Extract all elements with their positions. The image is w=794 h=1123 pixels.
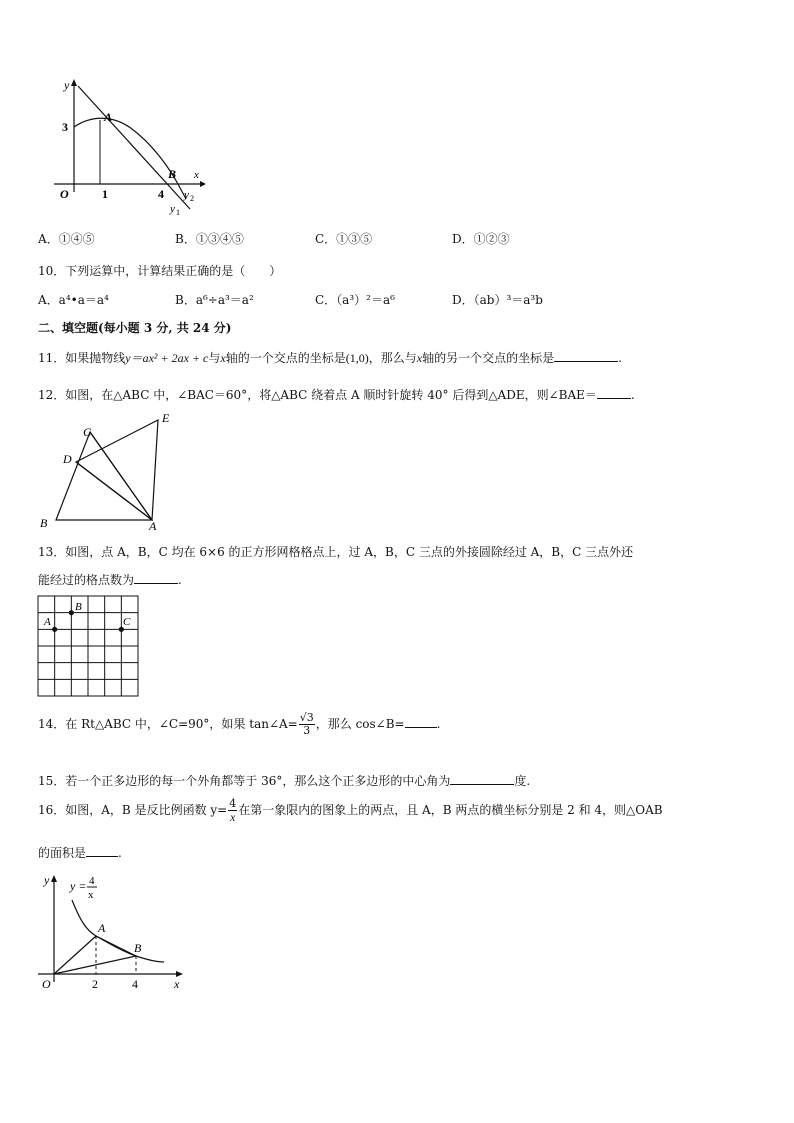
q10-stem: 10．下列运算中，计算结果正确的是（ ）: [38, 264, 282, 278]
q16-end: .: [118, 846, 122, 860]
q12-segment-ad: [76, 462, 152, 520]
q9-option-b: B．①③④⑤: [175, 232, 244, 246]
q11-formula: y＝ax² + 2ax + c: [125, 351, 209, 365]
q16-hyperbola-figure: [34, 870, 190, 1000]
q16-denominator: x: [230, 810, 236, 824]
q13-grid-figure: [36, 594, 140, 698]
section-heading: 二、填空题(每小题 3 分, 共 24 分): [38, 321, 232, 335]
q16-func-label: y =: [70, 879, 87, 893]
q10-option-a: A．a⁴•a＝a⁴: [38, 293, 109, 307]
q12-triangle-abc: [56, 432, 152, 520]
q12-question: [38, 386, 635, 403]
q9-tick-1: 1: [102, 187, 108, 201]
q16-func-den: x: [88, 889, 94, 901]
q16-hyperbola: [72, 900, 164, 962]
q12-label-A: A: [149, 519, 157, 533]
q16-question: [38, 798, 663, 823]
q9-label-B: B: [168, 167, 177, 181]
q16-segment-ob: [54, 956, 136, 974]
q11-answer-blank[interactable]: [554, 349, 618, 362]
q13-line1: 13．如图，点 A，B，C 均在 6×6 的正方形网格格点上，过 A，B，C 三点的外接圆除经过 A，B，C 三点外还: [38, 545, 634, 559]
q11-end: .: [618, 351, 622, 365]
q11-post: ，那么与: [368, 351, 417, 365]
q12-text: 12．如图，在△ABC 中，∠BAC＝60°，将△ABC 绕着点 A 顺时针旋转 40° 后得到△ADE，则∠BAE＝: [38, 388, 597, 402]
q13-end: .: [178, 573, 182, 587]
q16-segment-ab: [96, 936, 136, 956]
q9-label-A: A: [104, 110, 113, 124]
q9-tick-3: 3: [62, 120, 68, 134]
q9-label-y2: y: [184, 189, 189, 201]
q10-option-d: D．（ab）³＝a³b: [452, 293, 543, 307]
q9-label-y1-sub: 1: [176, 208, 180, 217]
q16-segment-oa: [54, 936, 96, 974]
q9-option-a: A．①④⑤: [38, 232, 95, 246]
q11-mid: 与: [208, 351, 221, 365]
q9-line-y1: [78, 86, 190, 209]
q9-option-d: D．①②③: [452, 232, 510, 246]
q14-question: [38, 712, 440, 737]
q16-tick-2: 2: [92, 977, 98, 991]
q16-line2: [38, 844, 122, 861]
q16-fraction: [228, 798, 237, 823]
q14-numerator: √3: [299, 711, 314, 724]
q13-point-A: [52, 627, 57, 632]
q16-label-x: x: [174, 977, 180, 991]
q9-label-y1: y: [170, 203, 175, 215]
q15-answer-blank[interactable]: [450, 772, 514, 785]
q11-pre: 11．如果抛物线: [38, 351, 126, 365]
q9-label-x: x: [194, 169, 199, 181]
q14-denominator: 3: [303, 724, 311, 737]
q16-answer-blank[interactable]: [86, 844, 118, 857]
q12-rotation-figure: [36, 408, 186, 534]
q15-end: 度.: [514, 774, 531, 788]
q13-grid-lines: [38, 596, 138, 696]
q9-x-arrow: [200, 181, 206, 187]
q16-label-B: B: [134, 941, 142, 955]
q9-tick-4: 4: [158, 187, 164, 201]
q9-option-c: C．①③⑤: [315, 232, 373, 246]
q9-y-arrow: [71, 79, 77, 86]
q13-line2-text: 能经过的格点数为: [38, 573, 135, 587]
q12-end: .: [630, 388, 635, 402]
q14-answer-blank[interactable]: [405, 715, 437, 728]
q11-post2: 轴的另一个交点的坐标是: [422, 351, 555, 365]
q12-label-D: D: [63, 452, 72, 466]
q15-text: 15．若一个正多边形的每一个外角都等于 36°，那么这个正多边形的中心角为: [38, 774, 451, 788]
q12-answer-blank[interactable]: [597, 386, 631, 399]
q16-tick-4: 4: [132, 977, 138, 991]
q10-option-b: B．a⁶÷a³＝a²: [175, 293, 254, 307]
q13-point-B: [69, 610, 74, 615]
q16-numerator: 4: [229, 797, 237, 810]
q14-post: ，那么 cos∠B=: [315, 717, 405, 731]
q12-label-C: C: [83, 425, 92, 439]
q16-pre: 16．如图，A，B 是反比例函数 y=: [38, 803, 228, 817]
q11-xvar2: x: [416, 351, 423, 365]
q14-fraction: [299, 712, 315, 737]
q9-label-O: O: [60, 187, 69, 201]
q13-line2: [38, 571, 182, 588]
q11-question: [38, 349, 622, 366]
q12-segment-ac: [90, 432, 152, 520]
q9-label-y: y: [64, 78, 70, 92]
q16-y-arrow: [51, 875, 57, 882]
q16-func-num: 4: [89, 875, 95, 887]
q13-label-A: A: [44, 616, 51, 628]
q11-mid2: 轴的一个交点的坐标是: [225, 351, 346, 365]
q9-parabola-figure: [50, 74, 220, 220]
q15-question: [38, 772, 530, 789]
q16-label-A: A: [98, 921, 106, 935]
q13-answer-blank[interactable]: [134, 571, 178, 584]
q16-label-y: y: [44, 873, 50, 887]
q12-label-E: E: [162, 411, 170, 425]
q9-label-y2-sub: 2: [190, 194, 194, 203]
q12-label-B: B: [40, 516, 48, 530]
q16-post: 在第一象限内的图象上的两点，且 A，B 两点的横坐标分别是 2 和 4，则△OAB: [238, 803, 663, 817]
q13-label-C: C: [123, 616, 131, 628]
q14-pre: 14．在 Rt△ABC 中，∠C=90°，如果 tan∠A=: [38, 717, 298, 731]
q13-label-B: B: [75, 601, 82, 613]
q16-label-O: O: [42, 977, 51, 991]
q11-xvar: x: [220, 351, 226, 365]
q10-option-c: C．（a³）²＝a⁶: [315, 293, 395, 307]
q16-line2-text: 的面积是: [38, 846, 87, 860]
q14-end: .: [436, 717, 441, 731]
q11-point: (1,0): [345, 351, 369, 365]
